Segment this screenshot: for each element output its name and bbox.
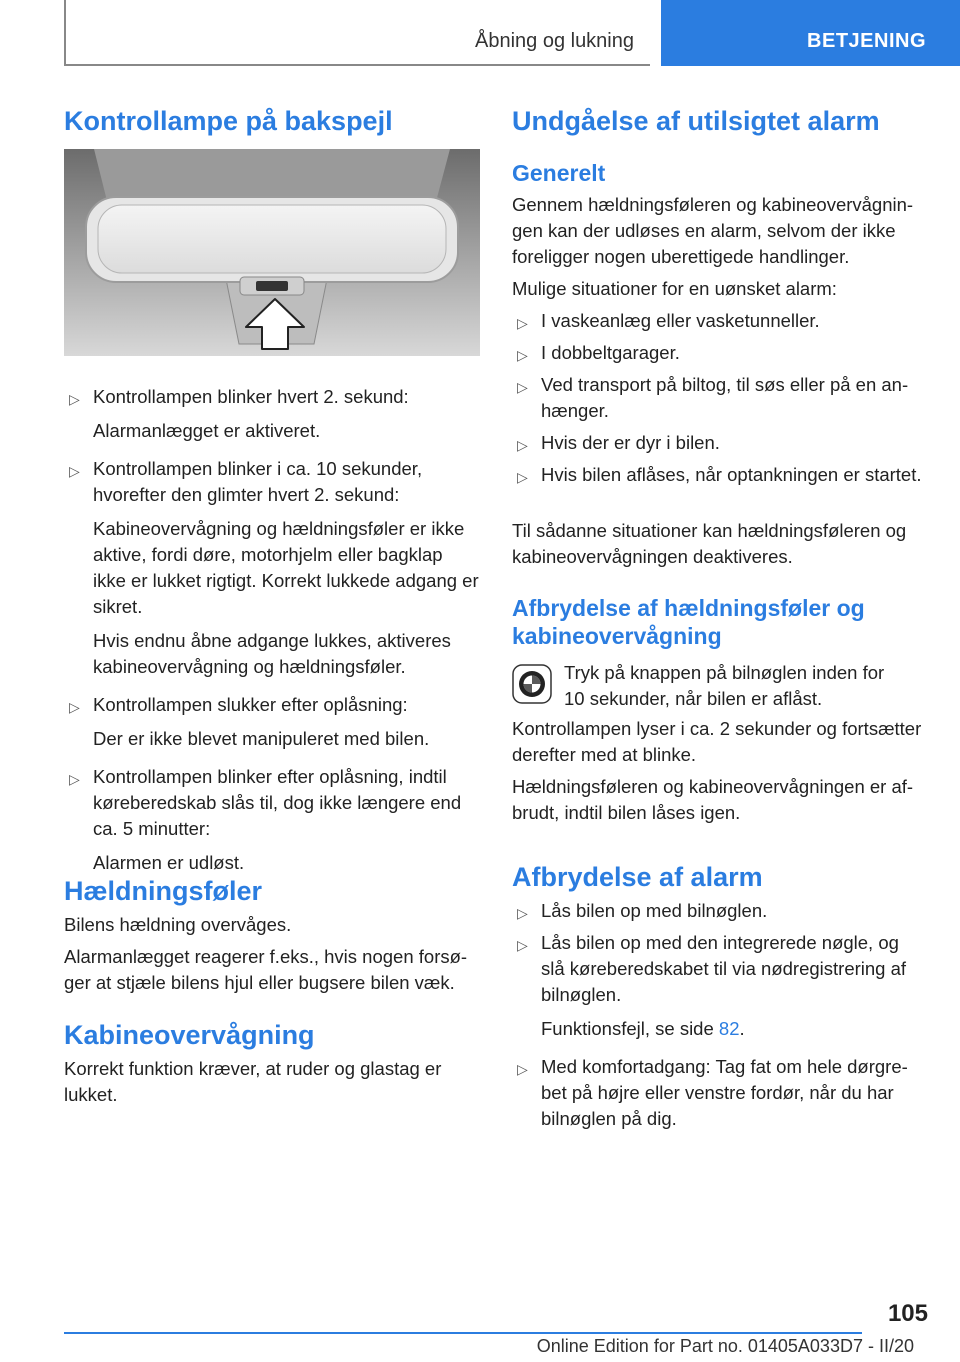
- kontrollampe-list: [64, 384, 480, 876]
- paragraph: Mulige situationer for en uønsket alarm:: [512, 278, 837, 299]
- paragraph: Tryk på knappen på bilnøglen inden for: [564, 662, 885, 683]
- header-rule: [64, 64, 650, 66]
- triangle-bullet-icon: ▷: [69, 391, 80, 407]
- triangle-bullet-icon: ▷: [69, 771, 80, 787]
- heading-kontrollampe: Kontrollampe på bakspejl: [64, 106, 393, 136]
- triangle-bullet-icon: ▷: [517, 437, 528, 453]
- page-reference-link[interactable]: 82: [718, 1018, 740, 1039]
- triangle-bullet-icon: ▷: [69, 699, 80, 715]
- footer-edition: Online Edition for Part no. 01405A033D7 - II/20: [536, 1336, 914, 1356]
- list-item: ▷ I vaskeanlæg eller vasketunneller.: [512, 308, 926, 334]
- alarm-list: [512, 898, 926, 1132]
- triangle-bullet-icon: ▷: [517, 1061, 528, 1077]
- list-sub-text: Funktionsfejl, se side 82.: [541, 1018, 745, 1039]
- list-item: ▷ Kontrollampen slukker efter oplåsning:: [64, 692, 480, 718]
- heading-afbrydelse-alarm: Afbrydelse af alarm: [512, 862, 763, 892]
- rearview-mirror-illustration: [64, 149, 480, 356]
- paragraph: Gennem hældningsføleren og kabineovervågningen kan der udløses en alarm, selvom der ikke foreligger nogen uberettigede handlinger.: [512, 194, 914, 267]
- triangle-bullet-icon: ▷: [517, 379, 528, 395]
- header-divider: [64, 0, 66, 64]
- list-item: ▷ Kontrollampen blinker efter oplåsning, indtil køreberedskab slås til, dog ikke længere end ca. 5 minutter:: [69, 766, 462, 839]
- list-item: ▷ Hvis bilen aflåses, når optankningen er startet.: [512, 462, 926, 488]
- list-item: ▷ Lås bilen op med bilnøglen.: [512, 898, 926, 924]
- triangle-bullet-icon: ▷: [69, 463, 80, 479]
- triangle-bullet-icon: ▷: [517, 937, 528, 953]
- list-item: ▷ Kontrollampen blinker i ca. 10 sekunder, hvorefter den glimter hvert 2. sekund:: [69, 458, 423, 505]
- list-item: ▷ Hvis der er dyr i bilen.: [512, 430, 926, 456]
- list-item: ▷ Lås bilen op med den integrerede nøgle, og slå køreberedskabet til via nødregistrering af bilnøglen.: [517, 932, 907, 1005]
- paragraph: Til sådanne situationer kan hældningsføleren og kabineovervågningen deaktiveres.: [512, 520, 907, 567]
- triangle-bullet-icon: ▷: [517, 905, 528, 921]
- triangle-bullet-icon: ▷: [517, 469, 528, 485]
- heading-kabineovervaagning: Kabineovervågning: [64, 1020, 315, 1050]
- paragraph: Kontrollampen lyser i ca. 2 sekunder og fortsætter derefter med at blinke.: [512, 718, 922, 765]
- heading-undgaaelse: Undgåelse af utilsigtet alarm: [512, 106, 880, 136]
- heading-generelt: Generelt: [512, 160, 606, 186]
- heading-afbrydelse-haeldningsfoeler: Afbrydelse af hældningsføler og kabineovervågning: [512, 595, 865, 649]
- list-sub-text: Alarmen er udløst.: [93, 852, 245, 873]
- triangle-bullet-icon: ▷: [517, 315, 528, 331]
- paragraph: Korrekt funktion kræver, at ruder og glastag er lukket.: [64, 1058, 442, 1105]
- triangle-bullet-icon: ▷: [517, 347, 528, 363]
- chapter-tab: [661, 0, 960, 66]
- heading-haeldningsfoeler: Hældningsføler: [64, 876, 263, 906]
- list-item: ▷ Ved transport på biltog, til søs eller på en anhænger.: [517, 374, 909, 421]
- page-number: 105: [887, 1300, 928, 1327]
- list-sub-text: Hvis endnu åbne adgange lukkes, aktiveres kabineovervågning og hældningsføler.: [93, 630, 451, 677]
- list-sub-text: Der er ikke blevet manipuleret med bilen.: [93, 728, 430, 749]
- paragraph: 10 sekunder, når bilen er aflåst.: [564, 688, 823, 709]
- list-item: ▷ Kontrollampen blinker hvert 2. sekund:: [64, 384, 480, 410]
- list-sub-text: Kabineovervågning og hældningsføler er ikke aktive, fordi døre, motorhjelm eller bagklap ikke er lukket rigtigt. Korrekt lukkede adgang er sikret.: [93, 518, 479, 617]
- list-sub-text: Alarmanlægget er aktiveret.: [93, 420, 321, 441]
- chapter-tab-label: BETJENING: [807, 30, 926, 52]
- header-section-title: Åbning og lukning: [474, 30, 634, 52]
- bmw-key-button-icon: [512, 664, 552, 704]
- paragraph: Hældningsføleren og kabineovervågningen er afbrudt, indtil bilen låses igen.: [512, 776, 914, 823]
- paragraph: Alarmanlægget reagerer f.eks., hvis nogen forsøger at stjæle bilens hjul eller bugsere bilen væk.: [64, 946, 468, 993]
- paragraph: Bilens hældning overvåges.: [64, 914, 292, 935]
- footer-rule: [64, 1332, 862, 1334]
- list-item: ▷ I dobbeltgarager.: [512, 340, 926, 366]
- list-item: ▷ Med komfortadgang: Tag fat om hele dørgrebet på højre eller venstre fordør, når du har bilnøglen på dig.: [517, 1056, 908, 1129]
- situation-list: [512, 308, 926, 488]
